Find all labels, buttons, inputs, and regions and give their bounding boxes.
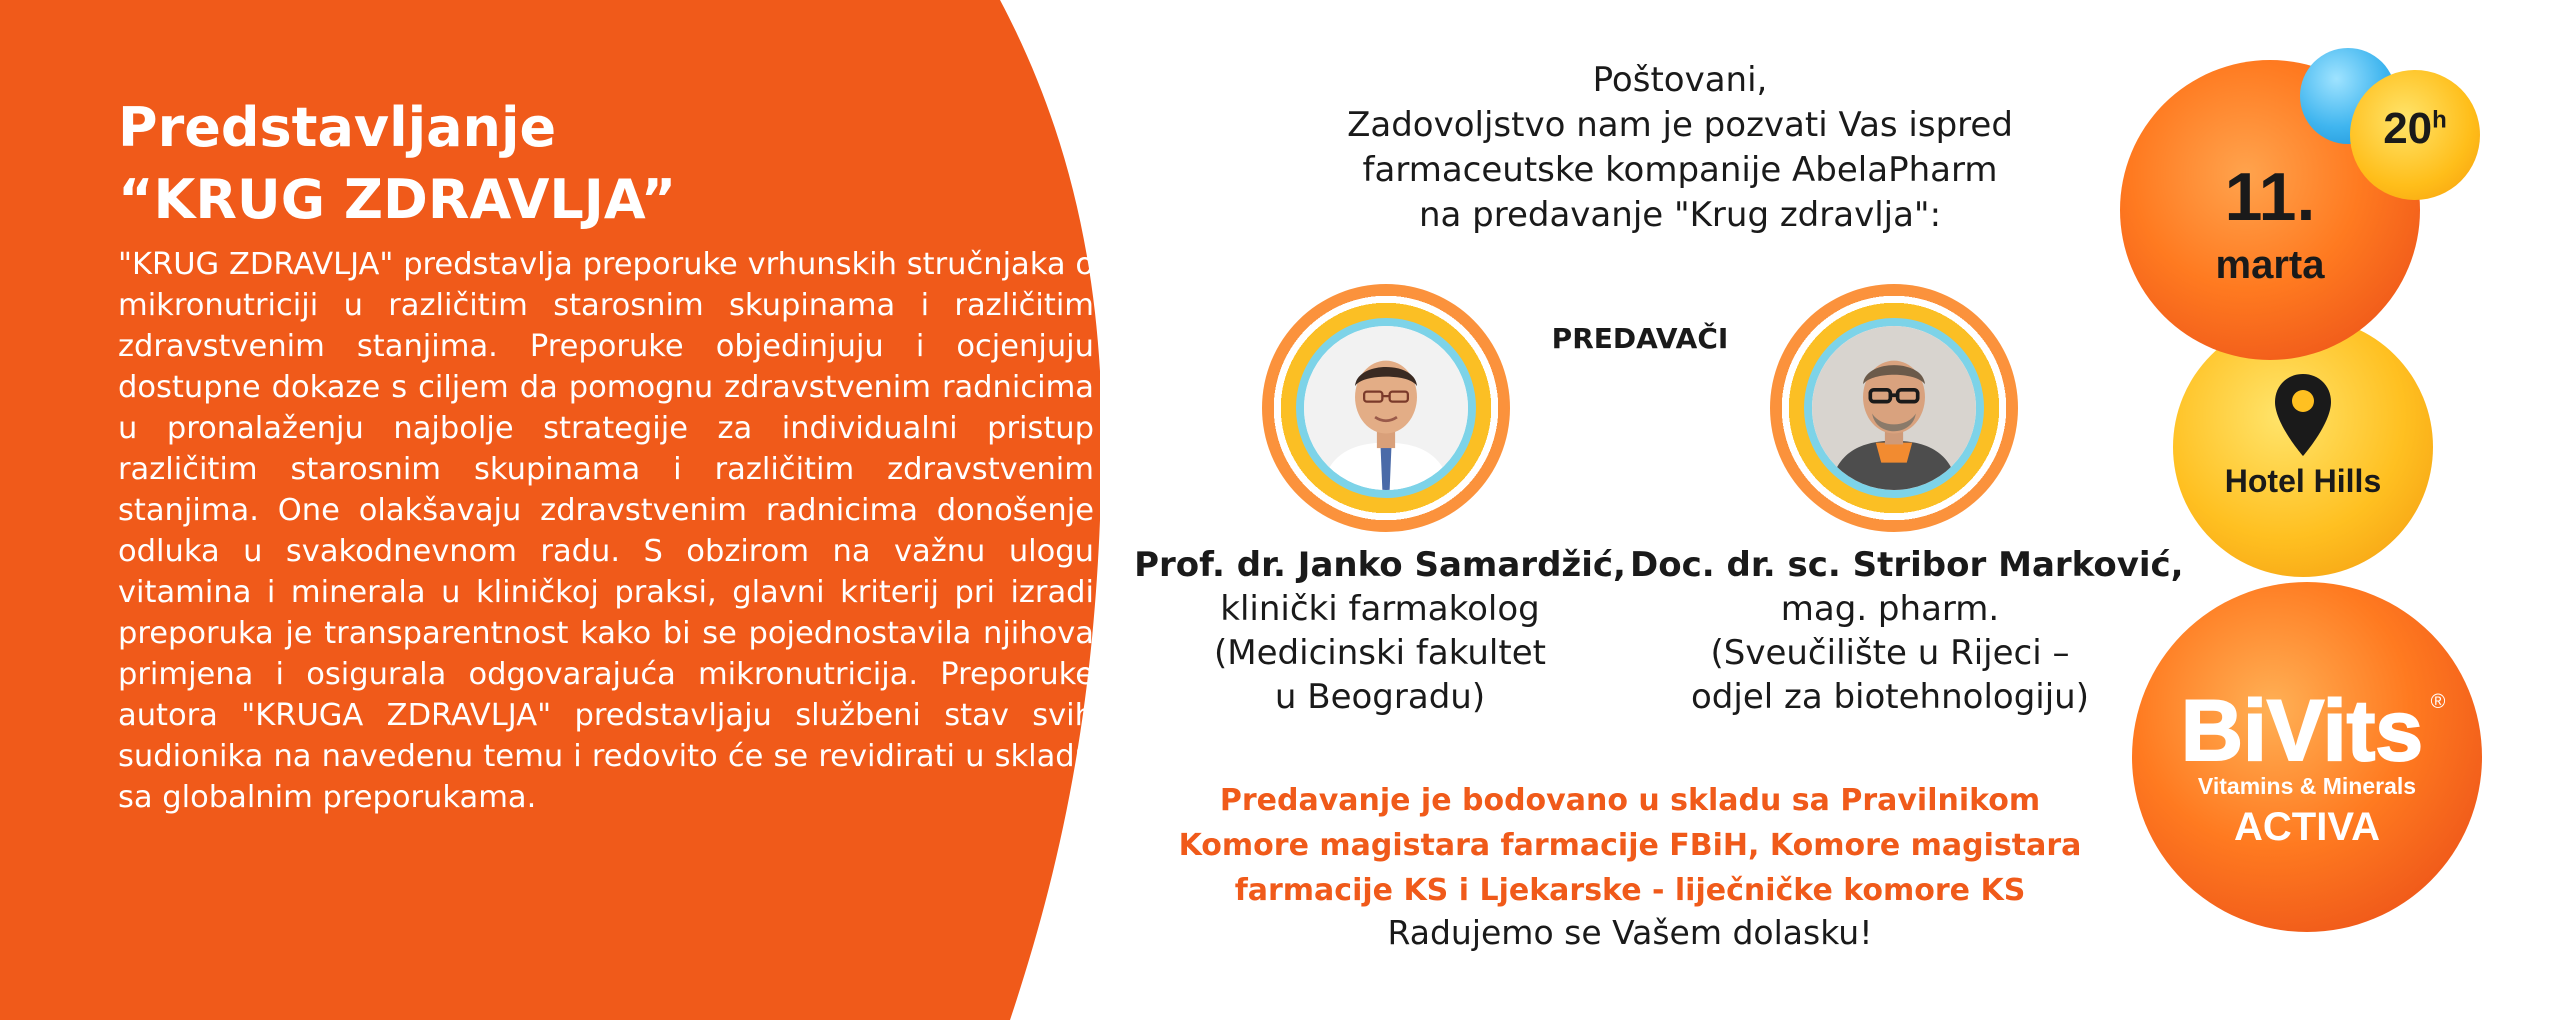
closing-message: Radujemo se Vašem dolasku! [1387, 913, 1873, 952]
speaker-2-affiliation: odjel za biotehnologiju) [1690, 677, 2089, 717]
event-date-day: 11. [2224, 159, 2316, 235]
invitation-line: na predavanje "Krug zdravlja": [1418, 195, 1942, 235]
speaker-1-name: Prof. dr. Janko Samardžić, [1134, 545, 1626, 585]
speaker-1-affiliation: (Medicinski fakultet [1214, 633, 1546, 673]
speaker-2-info [1630, 543, 2184, 719]
invitation-line: farmaceutske kompanije AbelaPharm [1362, 150, 1998, 190]
speaker-1-portrait [1304, 326, 1468, 490]
speaker-1-info [1130, 543, 1630, 719]
event-time-suffix: h [2432, 106, 2447, 134]
promo-title-line1: Predstavljanje [118, 96, 557, 159]
event-time-hour: 20 [2383, 104, 2433, 153]
promo-title [118, 92, 676, 236]
bivits-logo [2132, 680, 2482, 860]
promo-title-line2: “KRUG ZDRAVLJA” [118, 168, 677, 231]
speaker-2-name: Doc. dr. sc. Stribor Marković, [1630, 545, 2184, 585]
brand-variant: ACTIVA [2234, 805, 2380, 849]
speaker-2-portrait [1812, 326, 1976, 490]
promo-description: "KRUG ZDRAVLJA" predstavlja preporuke vrhunskih stručnjaka o mikronutriciji u različitim starosnim skupinama i različitim zdravstvenim stanjima. Preporuke objedinjuju i ocjenjuju dostupne dokaze s ciljem da pomognu zdravstvenim radnicima u pronalaženju najbolje strategije za individualni pristup različitim starosnim skupinama i različitim zdravstvenim stanjima. One olakšavaju zdravstvenim radnicima donošenje odluka u svakodnevnom radu. S obzirom na važnu ulogu vitamina i minerala u kliničkoj praksi, glavni kriterij pri izradi preporuka je transparentnost kako bi se pojednostavila njihova primjena i osigurala odgovarajuća mikronutricija. Preporuke autora "KRUGA ZDRAVLJA" predstavljaju službeni stav svih sudionika na navedenu temu i redovito će se revidirati u skladu sa globalnim preporukama. [118, 247, 1094, 815]
accreditation-notice [1130, 778, 2130, 913]
brand-tagline: Vitamins & Minerals [2197, 773, 2417, 799]
accreditation-line: farmacije KS i Ljekarske - liječničke komore KS [1234, 873, 2026, 908]
brand-registered-mark: ® [2430, 691, 2446, 713]
speaker-1-photo [1262, 284, 1510, 532]
speaker-2-affiliation: (Sveučilište u Rijeci – [1710, 633, 2070, 673]
speaker-1-affiliation: u Beogradu) [1274, 677, 1486, 717]
brand-name: BiVits [2180, 683, 2424, 779]
invitation-text [1230, 58, 2130, 238]
location-pin-icon [2272, 372, 2334, 458]
speaker-2-title: mag. pharm. [1780, 589, 2000, 629]
accreditation-line: Predavanje je bodovano u skladu sa Pravilnikom [1219, 783, 2041, 818]
event-time [2350, 104, 2480, 154]
speaker-2-photo [1770, 284, 2018, 532]
event-date-month: marta [2215, 243, 2325, 287]
invitation-line: Zadovoljstvo nam je pozvati Vas ispred [1347, 105, 2013, 145]
speakers-heading: PREDAVAČI [1551, 322, 1729, 355]
accreditation-line: Komore magistara farmacije FBiH, Komore magistara [1178, 828, 2082, 863]
invitation-greeting: Poštovani, [1592, 60, 1768, 100]
event-location: Hotel Hills [2224, 463, 2382, 499]
speaker-1-title: klinički farmakolog [1220, 589, 1540, 629]
